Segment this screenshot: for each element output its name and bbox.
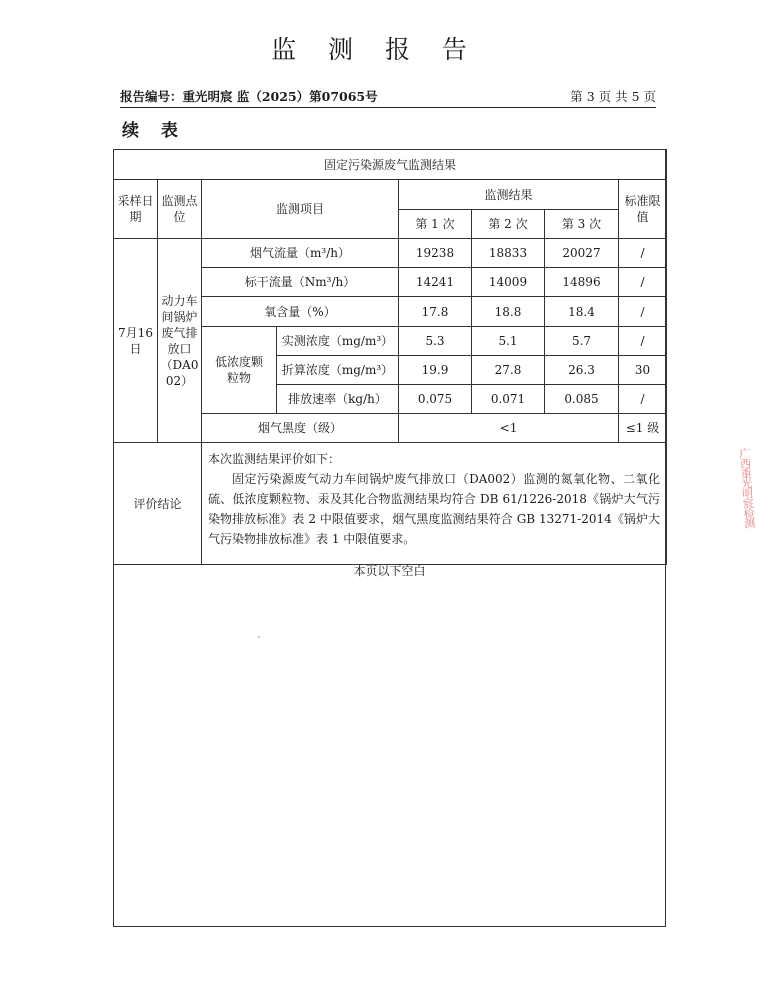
row-value: 0.071 [472,385,545,414]
header-point: 监测点位 [158,180,202,239]
header-run1: 第 1 次 [399,210,472,239]
row-limit: / [619,297,667,327]
row-limit: / [619,385,667,414]
evaluation-intro: 本次监测结果评价如下： [208,452,341,466]
row-item: 氧含量（%） [202,297,399,327]
report-meta-line [120,87,656,108]
seal-stamp: 广西重光明宸检测 [737,447,757,529]
row-item: 实测浓度（mg/m³） [277,327,399,356]
row-value: 26.3 [545,356,619,385]
row-item: 烟气流量（m³/h） [202,239,399,268]
row-value: 18833 [472,239,545,268]
table-row [114,239,667,268]
row-item: 标干流量（Nm³/h） [202,268,399,297]
row-value: 0.085 [545,385,619,414]
row-value: 0.075 [399,385,472,414]
blank-note: 本页以下空白 [353,564,426,578]
particulate-group-label: 低浓度颗粒物 [202,327,277,414]
row-value: 27.8 [472,356,545,385]
row-item: 烟气黑度（级） [202,414,399,443]
row-value: 14009 [472,268,545,297]
row-item: 折算浓度（mg/m³） [277,356,399,385]
row-value: 5.3 [399,327,472,356]
header-run3: 第 3 次 [545,210,619,239]
row-value: 5.1 [472,327,545,356]
row-value: 18.4 [545,297,619,327]
row-limit: / [619,239,667,268]
row-value: 14896 [545,268,619,297]
report-number: 报告编号：重光明宸 监（2025）第07065号 [120,89,378,104]
row-limit: / [619,268,667,297]
row-item: 排放速率（kg/h） [277,385,399,414]
header-limit: 标准限值 [619,180,667,239]
row-value: 19238 [399,239,472,268]
row-limit: / [619,327,667,356]
row-value: 14241 [399,268,472,297]
evaluation-body: 固定污染源废气动力车间锅炉废气排放口（DA002）监测的氮氧化物、二氧化硫、低浓度颗粒物、汞及其化合物监测结果均符合 DB 61/1226-2018《锅炉大气污染物排放标准》表 2 中限值要求，烟气黑度监测结果符合 GB 13271-2014《锅炉大气污染物排放标准》表 1 中限值要求。 [208,472,661,546]
evaluation-row [114,443,667,565]
document-title: 监 测 报 告 [271,35,479,64]
monitoring-results-table [113,149,667,565]
row-value: <1 [399,414,619,443]
header-item: 监测项目 [202,180,399,239]
sampling-date: 7月16日 [114,239,158,443]
header-results: 监测结果 [399,180,619,210]
monitoring-point: 动力车间锅炉废气排放口（DA002） [158,239,202,443]
scan-speck [258,636,260,638]
row-value: 17.8 [399,297,472,327]
row-value: 5.7 [545,327,619,356]
row-limit: 30 [619,356,667,385]
row-limit: ≤1 级 [619,414,667,443]
row-value: 18.8 [472,297,545,327]
table-caption: 固定污染源废气监测结果 [114,150,667,180]
page-info: 第 3 页 共 5 页 [570,89,656,104]
section-title: 续 表 [122,121,186,141]
header-run2: 第 2 次 [472,210,545,239]
row-value: 19.9 [399,356,472,385]
evaluation-label: 评价结论 [114,443,202,565]
row-value: 20027 [545,239,619,268]
evaluation-text [202,443,667,565]
header-date: 采样日期 [114,180,158,239]
